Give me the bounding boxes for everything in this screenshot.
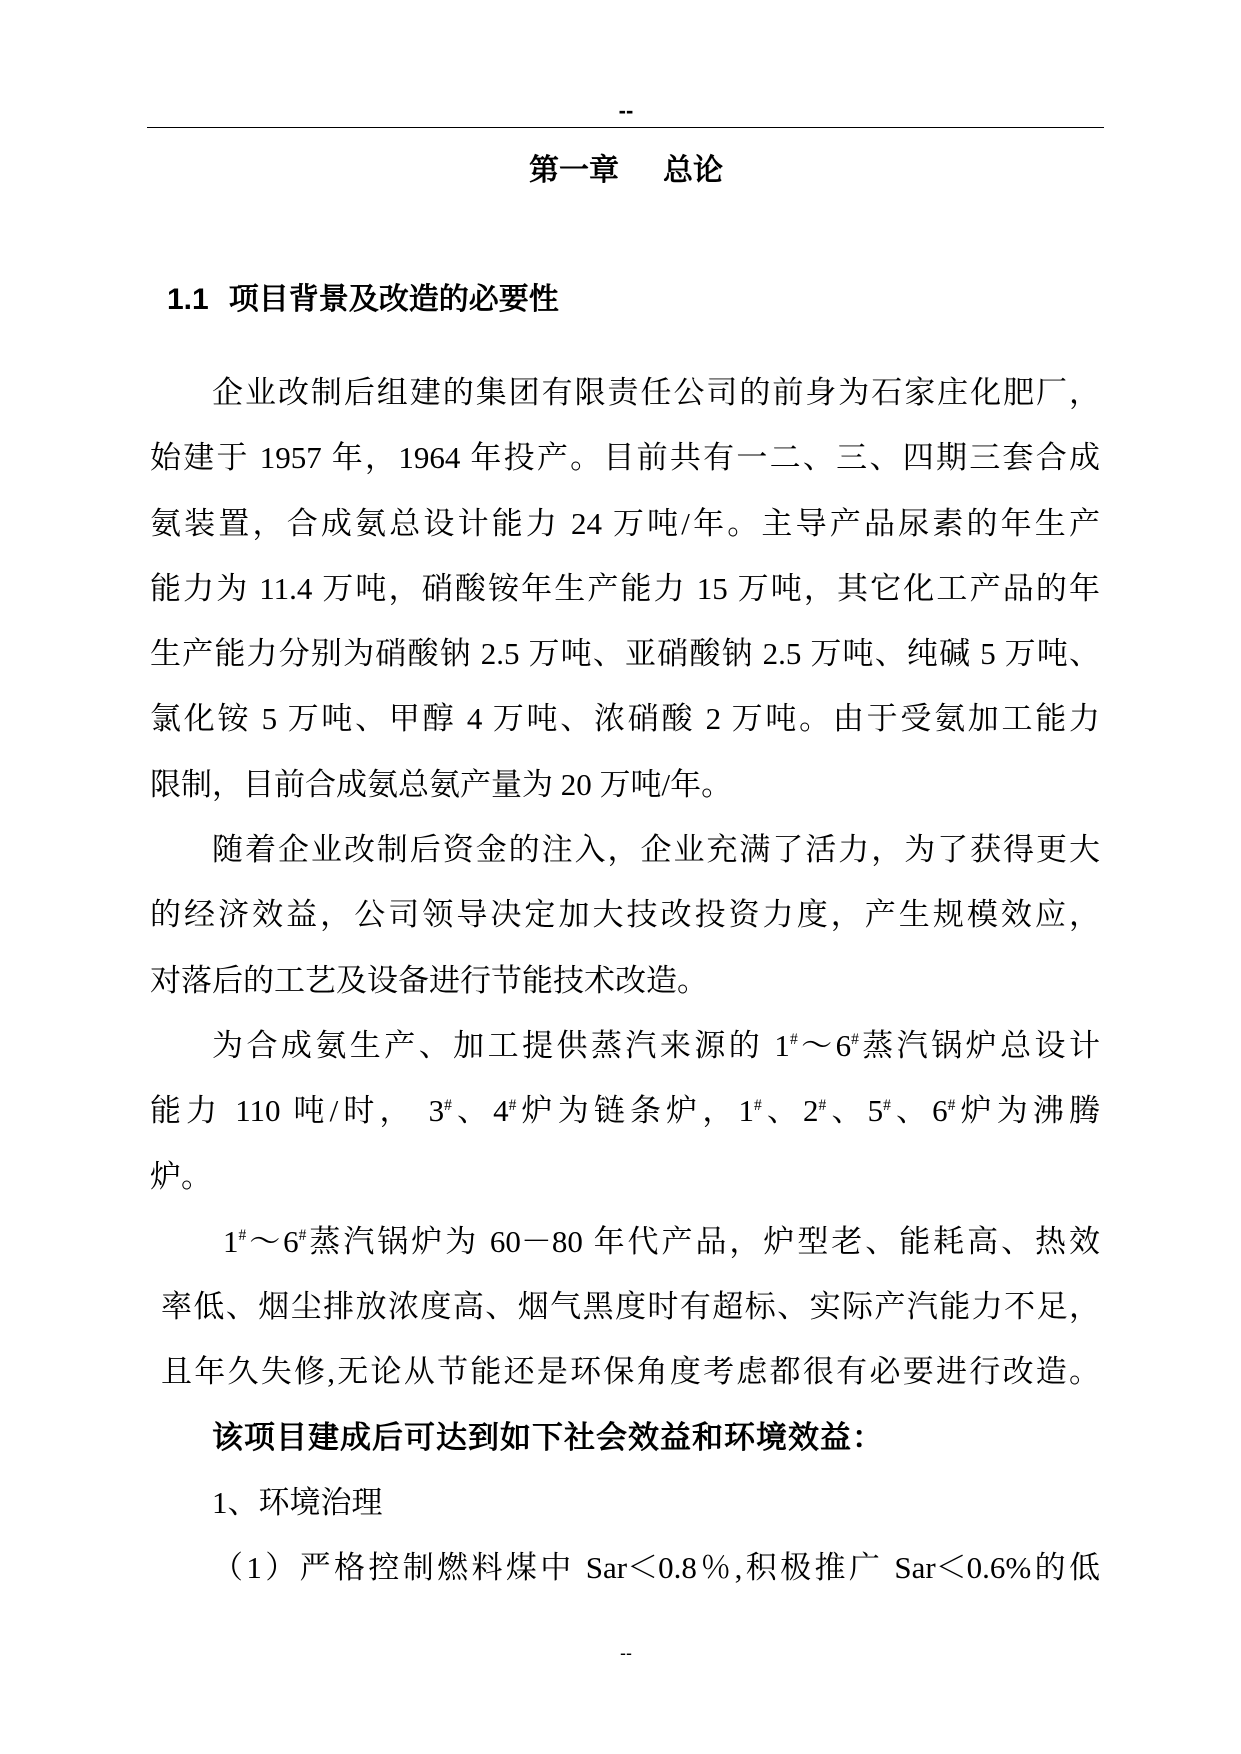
page-header-mark: -- [618, 98, 634, 123]
text-line: 能力为 11.4 万吨，硝酸铵年生产能力 15 万吨，其它化工产品的年 [150, 570, 1100, 606]
text-line: 随着企业改制后资金的注入，企业充满了活力，为了获得更大 [212, 832, 1100, 868]
superscript-mark: # [851, 1031, 859, 1049]
chapter-name: 总论 [663, 154, 723, 187]
superscript-mark: # [789, 1031, 798, 1049]
superscript-mark: # [883, 1096, 891, 1114]
text-line: 对落后的工艺及设备进行节能技术改造。 [150, 962, 708, 998]
text-line: 生产能力分别为硝酸钠 2.5 万吨、亚硝酸钠 2.5 万吨、纯碱 5 万吨、 [150, 636, 1100, 672]
superscript-mark: # [818, 1096, 827, 1114]
section-number: 1.1 [167, 283, 209, 316]
superscript-mark: # [238, 1227, 247, 1245]
text-line: （1）严格控制燃料煤中 Sar＜0.8％,积极推广 Sar＜0.6%的低 [212, 1550, 1100, 1586]
chapter-label: 第一章 [529, 154, 619, 187]
text-line: 限制，目前合成氨总氨产量为 20 万吨/年。 [150, 766, 733, 802]
benefits-heading: 该项目建成后可达到如下社会效益和环境效益： [212, 1419, 884, 1455]
document-body [150, 360, 1100, 1601]
paragraph-boiler-capacity [150, 1013, 1100, 1209]
text-line: 且年久失修,无论从节能还是环保角度考虑都很有必要进行改造。 [161, 1354, 1100, 1390]
item-heading-environment: 1、环境治理 [212, 1485, 383, 1521]
superscript-mark: # [444, 1096, 452, 1114]
text-line: 能力 110 吨/时， 3#、4#炉为链条炉，1#、2#、5#、6#炉为沸腾 [150, 1093, 1100, 1129]
text-line: 率低、烟尘排放浓度高、烟气黑度时有超标、实际产汽能力不足， [161, 1289, 1100, 1325]
superscript-mark: # [947, 1096, 956, 1114]
text-line: 氨装置，合成氨总设计能力 24 万吨/年。主导产品尿素的年生产 [150, 505, 1100, 541]
section-heading [167, 280, 559, 320]
text-line: 1#～6#蒸汽锅炉为 60－80 年代产品，炉型老、能耗高、热效 [223, 1223, 1100, 1259]
chapter-title [11, 151, 1241, 191]
text-line: 炉。 [150, 1158, 212, 1194]
text-line: 始建于 1957 年，1964 年投产。目前共有一二、三、四期三套合成 [150, 440, 1100, 476]
paragraph-company-background [150, 360, 1100, 817]
paragraph-boiler-condition [161, 1209, 1100, 1405]
superscript-mark: # [508, 1096, 517, 1114]
paragraph-reform-investment [150, 817, 1100, 1013]
section-title: 项目背景及改造的必要性 [228, 283, 559, 316]
text-line: 企业改制后组建的集团有限责任公司的前身为石家庄化肥厂， [212, 375, 1100, 410]
superscript-mark: # [298, 1227, 307, 1245]
text-line: 氯化铵 5 万吨、甲醇 4 万吨、浓硝酸 2 万吨。由于受氨加工能力 [150, 701, 1100, 737]
text-line: 为合成氨生产、加工提供蒸汽来源的 1#～6#蒸汽锅炉总设计 [212, 1027, 1100, 1063]
text-line: 的经济效益，公司领导决定加大技改投资力度，产生规模效应， [150, 897, 1100, 933]
superscript-mark: # [753, 1096, 762, 1114]
page-footer-mark: -- [620, 1643, 632, 1663]
header-rule [147, 127, 1104, 128]
